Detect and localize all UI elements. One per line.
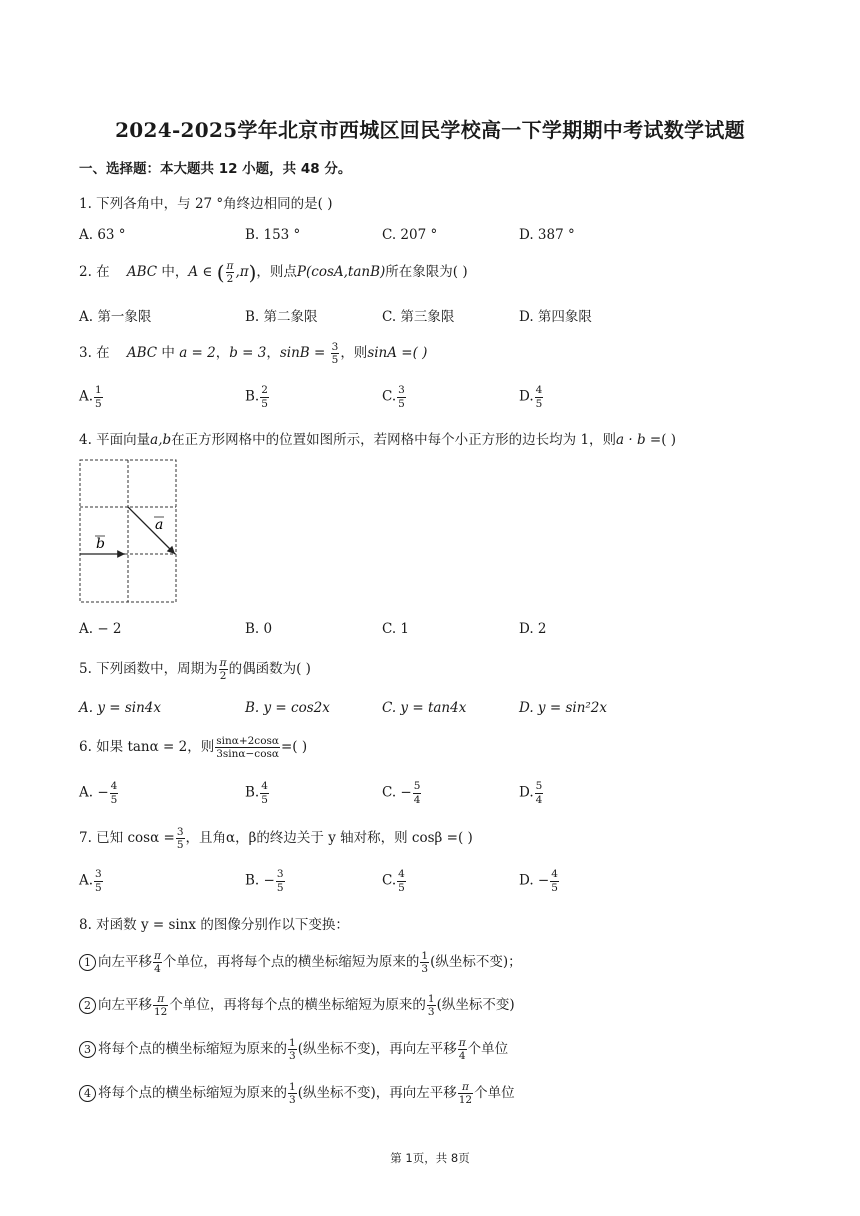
option-d[interactable]: D. 2: [519, 621, 547, 637]
option-a[interactable]: A. 63 °: [79, 227, 126, 243]
circled-number: 3: [79, 1041, 96, 1058]
q7-prefix: 7. 已知 cosα =: [79, 830, 175, 846]
q6-prefix: 6. 如果 tanα = 2，则: [79, 739, 215, 755]
q3-prefix: 3. 在: [79, 345, 110, 361]
option-c[interactable]: C. $\frac{4}{5}$: [382, 868, 405, 894]
q3-ask: sinA =( ): [367, 345, 428, 361]
question-3-stem: 3. 在 ABC 中 a = 2，b = 3，sinB = $\frac{3}{5}$ ，则sinA =( ): [79, 340, 428, 366]
option-b[interactable]: B. $\frac{4}{5}$: [245, 780, 268, 806]
question-1-options: [79, 227, 779, 253]
question-5-options: [79, 700, 779, 726]
q8-transform-3: 3 将每个点的横坐标缩短为原来的 $\frac{1}{3}$ (纵坐标不变)，再向左平移 $\frac{\pi}{4}$ 个单位: [79, 1037, 508, 1062]
circled-number: 1: [79, 954, 96, 971]
option-c[interactable]: C. 207 °: [382, 227, 438, 243]
q2-in: ∈: [198, 264, 217, 280]
q4-mid: 在正方形网格中的位置如图所示，若网格中每个小正方形的边长均为 1，则: [171, 432, 617, 448]
option-a[interactable]: A. $\frac{1}{5}$: [79, 384, 102, 410]
question-6-options: [79, 781, 779, 807]
question-2-options: [79, 305, 779, 331]
question-4-options: [79, 621, 779, 647]
question-8-stem: 8. 对函数 y = sinx 的图像分别作以下变换：: [79, 917, 349, 933]
option-d[interactable]: D. y = sin²2x: [519, 700, 608, 716]
question-3-options: [79, 385, 779, 411]
vector-a-arrow: [128, 507, 175, 554]
option-a[interactable]: A. − $\frac{4}{5}$: [79, 780, 118, 806]
q5-frac: $\frac{\pi}{2}$: [219, 656, 227, 682]
q2-angle: A: [188, 264, 199, 280]
q7-frac: $\frac{3}{5}$: [176, 825, 184, 851]
q2-tail: 所在象限为( ): [385, 264, 468, 280]
option-d[interactable]: D. − $\frac{4}{5}$: [519, 868, 558, 894]
option-c[interactable]: C. $\frac{3}{5}$: [382, 384, 405, 410]
option-d[interactable]: D. $\frac{5}{4}$: [519, 780, 543, 806]
question-7-options: [79, 869, 779, 895]
page-title: 2024-2025学年北京市西城区回民学校高一下学期期中考试数学试题: [115, 118, 745, 142]
option-a[interactable]: A. y = sin4x: [79, 700, 161, 716]
q5-prefix: 5. 下列函数中，周期为: [79, 661, 218, 677]
section-heading: 一、选择题：本大题共 12 小题，共 48 分。: [79, 161, 352, 177]
circled-number: 2: [79, 997, 96, 1014]
q2-mid: 中，: [161, 264, 189, 280]
q4-prefix: 4. 平面向量: [79, 432, 151, 448]
q2-prefix: 2. 在: [79, 264, 110, 280]
circled-number: 4: [79, 1085, 96, 1102]
option-b[interactable]: B. − $\frac{3}{5}$: [245, 868, 284, 894]
question-1-stem: 1. 下列各角中，与 27 °角终边相同的是( ): [79, 196, 333, 212]
q8-transform-1: 1 向左平移 $\frac{\pi}{4}$ 个单位，再将每个点的横坐标缩短为原来的 $\frac{1}{3}$ (纵坐标不变)；: [79, 950, 522, 975]
vector-grid-figure: [79, 459, 179, 605]
q3-sinb: sinB =: [279, 345, 330, 361]
option-b[interactable]: B. $\frac{2}{5}$: [245, 384, 268, 410]
question-4-stem: [79, 428, 676, 448]
page-footer: 第 1页，共 8页: [390, 1151, 470, 1165]
q2-pi: ,π: [235, 264, 249, 280]
option-b[interactable]: B. 第二象限: [245, 309, 318, 325]
question-7-stem: [79, 826, 473, 851]
option-c[interactable]: C. − $\frac{5}{4}$: [382, 780, 421, 806]
option-a[interactable]: A. − 2: [79, 621, 122, 637]
q3-triangle: ABC: [126, 345, 158, 361]
question-5-stem: [79, 657, 311, 682]
q2-triangle: ABC: [126, 264, 158, 280]
q3-a: a = 2: [179, 345, 216, 361]
option-b[interactable]: B. y = cos2x: [245, 700, 330, 716]
q8-transform-4: 4 将每个点的横坐标缩短为原来的 $\frac{1}{3}$ (纵坐标不变)，再向左平移 $\frac{\pi}{12}$ 个单位: [79, 1081, 515, 1106]
q8-transform-2: 2 向左平移 $\frac{\pi}{12}$ 个单位，再将每个点的横坐标缩短为原来的 $\frac{1}{3}$ (纵坐标不变): [79, 993, 515, 1018]
option-c[interactable]: C. y = tan4x: [382, 700, 467, 716]
q4-vectors: a,b: [150, 432, 172, 448]
option-c[interactable]: C. 1: [382, 621, 410, 637]
option-d[interactable]: D. $\frac{4}{5}$: [519, 384, 543, 410]
q3-frac: $\frac{3}{5}$: [331, 340, 339, 366]
q3-b: b = 3: [229, 345, 267, 361]
vector-b-label: b: [96, 536, 105, 552]
q5-tail: 的偶函数为( ): [228, 661, 311, 677]
question-6-stem: [79, 735, 307, 760]
option-b[interactable]: B. 153 °: [245, 227, 301, 243]
vector-a-label: a: [155, 517, 164, 533]
q2-frac: $\frac{\pi}{2}$: [226, 259, 234, 285]
option-b[interactable]: B. 0: [245, 621, 273, 637]
question-2-stem: 2. 在 ABC 中，A ∈ ( $\frac{\pi}{2}$ ,π)，则点P(cosA,tanB)所在象限为( ): [79, 259, 468, 285]
option-c[interactable]: C. 第三象限: [382, 309, 455, 325]
q3-mid: 中: [161, 345, 175, 361]
q4-tail: =( ): [645, 432, 677, 448]
q2-then: ，则点: [256, 264, 297, 280]
q2-point: P(cosA,tanB): [296, 264, 386, 280]
q6-frac: $\frac{\sin\alpha+2\cos\alpha}{3\sin\alpha-\cos\alpha}$: [216, 734, 279, 760]
q6-tail: =( ): [281, 739, 308, 755]
option-d[interactable]: D. 387 °: [519, 227, 575, 243]
q3-then: ，则: [340, 345, 368, 361]
q7-tail: ，且角α，β的终边关于 y 轴对称，则 cosβ =( ): [185, 830, 473, 846]
q4-dot: a · b: [616, 432, 646, 448]
option-a[interactable]: A. 第一象限: [79, 309, 152, 325]
option-d[interactable]: D. 第四象限: [519, 309, 592, 325]
option-a[interactable]: A. $\frac{3}{5}$: [79, 868, 102, 894]
